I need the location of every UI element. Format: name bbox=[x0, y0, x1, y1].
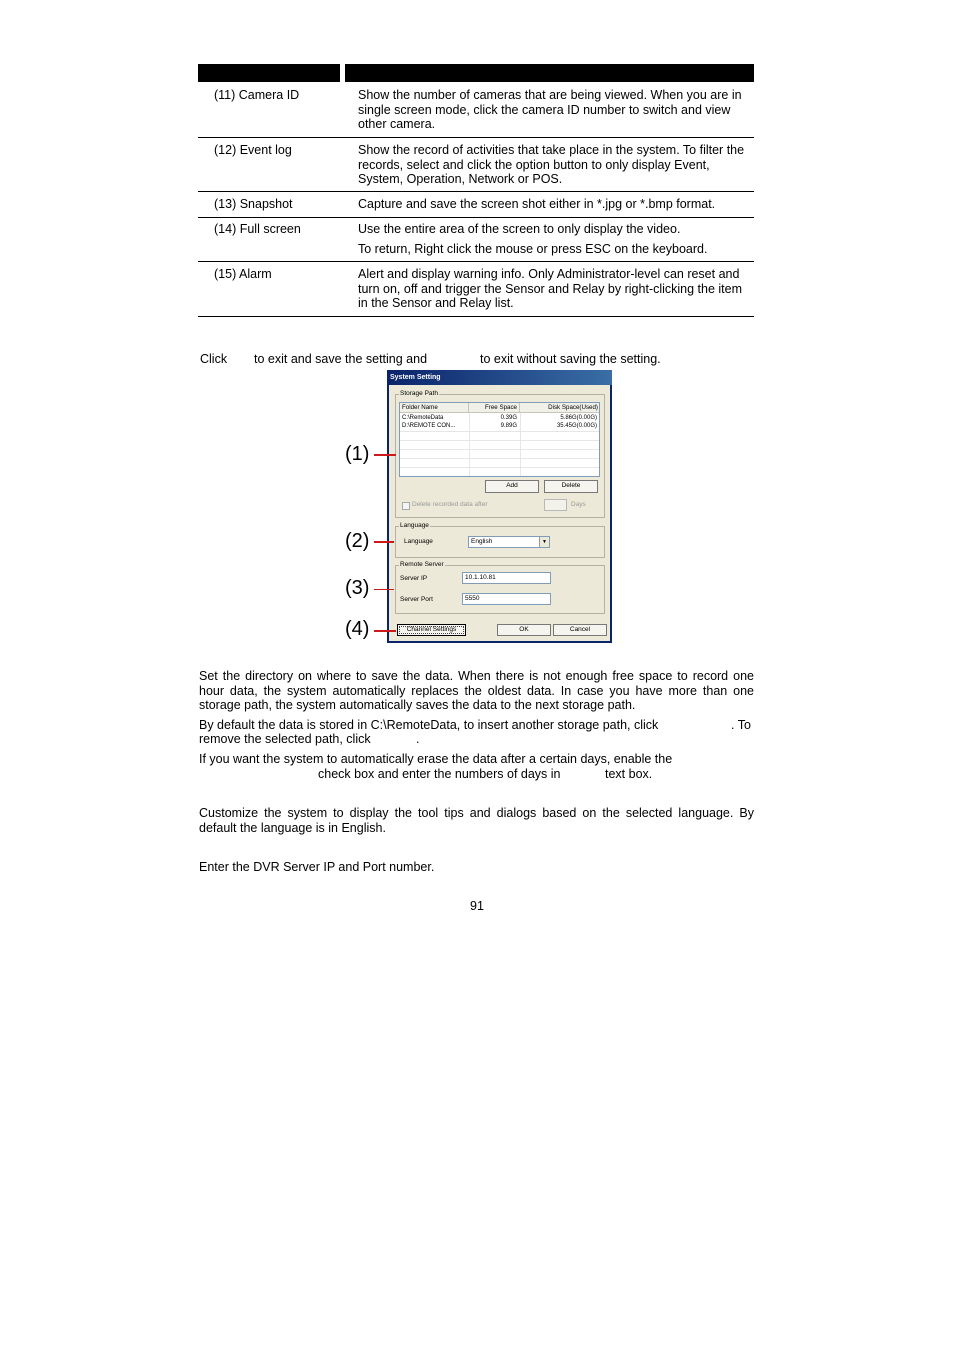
language-paragraph: Customize the system to display the tool tips and dialogs based on the selected language. By default the language is in English. bbox=[199, 806, 754, 835]
column-disk-space[interactable]: Disk Space(Used) bbox=[520, 403, 600, 413]
row-desc: Show the number of cameras that are being viewed. When you are in single screen mode, click the camera ID number to switch and view other camera. bbox=[358, 88, 742, 131]
storage-paragraph-2a: By default the data is stored in C:\RemoteData, to insert another storage path, click bbox=[199, 718, 659, 732]
column-folder-name[interactable]: Folder Name bbox=[400, 403, 469, 413]
callout-line-2 bbox=[374, 541, 394, 543]
grid-line bbox=[400, 449, 600, 450]
table-row bbox=[198, 262, 754, 317]
table-header-col1 bbox=[198, 64, 340, 82]
row-desc: Use the entire area of the screen to only display the video. To return, Right click the mouse or press ESC on the keyboard. bbox=[358, 222, 708, 256]
row-desc: Capture and save the screen shot either in *.jpg or *.bmp format. bbox=[358, 197, 716, 211]
callout-2: (2) bbox=[345, 530, 370, 552]
storage-paragraph-3c: text box. bbox=[605, 767, 653, 781]
list-item: 5.86G(0.00G) bbox=[560, 415, 597, 421]
storage-path-list[interactable] bbox=[399, 402, 600, 477]
row-name: (14) Full screen bbox=[214, 222, 301, 236]
callout-1: (1) bbox=[345, 443, 370, 465]
row-desc: Show the record of activities that take place in the system. To filter the records, select and click the option button to only display Event, System, Operation, Network or POS. bbox=[358, 143, 745, 186]
table-row bbox=[198, 82, 754, 138]
table-row bbox=[198, 138, 754, 192]
list-item[interactable]: D:\REMOTE CON... bbox=[402, 423, 456, 429]
callout-line-1 bbox=[374, 454, 396, 456]
column-free-space[interactable]: Free Space bbox=[469, 403, 520, 413]
row-name: (12) Event log bbox=[214, 143, 292, 157]
remote-server-title: Remote Server bbox=[400, 561, 444, 568]
row-desc: Alert and display warning info. Only Administrator-level can reset and turn on, off and trigger the Sensor and Relay by right-clicking the item in the Sensor and Relay list. bbox=[358, 267, 743, 310]
server-port-input[interactable]: 5550 bbox=[462, 593, 551, 605]
dialog-body bbox=[389, 385, 610, 641]
remote-paragraph: Enter the DVR Server IP and Port number. bbox=[199, 860, 435, 874]
chevron-down-icon[interactable]: ▼ bbox=[539, 537, 549, 547]
ok-button[interactable]: OK bbox=[497, 624, 551, 636]
row-name: (13) Snapshot bbox=[214, 197, 293, 211]
storage-paragraph-3a: If you want the system to automatically erase the data after a certain days, enable the bbox=[199, 752, 673, 766]
delete-after-label: Delete recorded data after bbox=[412, 501, 488, 508]
instruction-exit-save: to exit and save the setting and bbox=[254, 352, 428, 366]
language-label: Language bbox=[404, 538, 433, 545]
instruction-exit-nosave: to exit without saving the setting. bbox=[480, 352, 661, 366]
add-button[interactable]: Add bbox=[485, 480, 539, 493]
cancel-button[interactable]: Cancel bbox=[553, 624, 607, 636]
row-name: (11) Camera ID bbox=[214, 88, 300, 102]
callout-4: (4) bbox=[345, 618, 370, 640]
language-select[interactable] bbox=[468, 536, 550, 548]
table-row bbox=[198, 192, 754, 218]
days-input[interactable] bbox=[544, 499, 567, 511]
grid-line bbox=[400, 431, 600, 432]
storage-paragraph-1: Set the directory on where to save the data. When there is not enough free space to record one hour data, the system automatically replaces the oldest data. In case you have more than one storage path, the system automatically saves the data to the next storage path. bbox=[199, 669, 754, 712]
storage-paragraph-2b: . To bbox=[731, 718, 751, 732]
row-name: (15) Alarm bbox=[214, 267, 272, 281]
server-port-label: Server Port bbox=[400, 596, 433, 603]
days-label: Days bbox=[571, 501, 586, 508]
callout-line-3 bbox=[374, 589, 394, 590]
callout-3: (3) bbox=[345, 577, 370, 599]
system-setting-dialog bbox=[387, 370, 612, 643]
page-number: 91 bbox=[470, 899, 484, 913]
dialog-title: System Setting bbox=[387, 370, 612, 385]
server-ip-label: Server IP bbox=[400, 575, 428, 582]
grid-line bbox=[400, 440, 600, 441]
delete-button[interactable]: Delete bbox=[544, 480, 598, 493]
storage-paragraph-2c: remove the selected path, click bbox=[199, 732, 371, 746]
table-header-col2 bbox=[345, 64, 754, 82]
grid-line bbox=[400, 467, 600, 468]
list-item: 0.39G bbox=[500, 415, 517, 421]
storage-paragraph-2d: . bbox=[416, 732, 420, 746]
delete-after-checkbox[interactable] bbox=[402, 502, 410, 510]
server-ip-input[interactable]: 10.1.10.81 bbox=[462, 572, 551, 584]
grid-line bbox=[400, 458, 600, 459]
instruction-click: Click bbox=[200, 352, 228, 366]
callout-line-4 bbox=[374, 630, 396, 632]
language-group-title: Language bbox=[400, 522, 429, 529]
channel-settings-button[interactable]: Channel Settings bbox=[397, 624, 466, 636]
table-row bbox=[198, 218, 754, 262]
list-item: 35.45G(0.00G) bbox=[556, 423, 597, 429]
storage-path-title: Storage Path bbox=[400, 390, 438, 397]
storage-paragraph-3b: check box and enter the numbers of days in bbox=[318, 767, 561, 781]
language-selected-value: English bbox=[471, 538, 493, 545]
list-item: 9.89G bbox=[500, 423, 517, 429]
list-item[interactable]: C:\RemoteData bbox=[402, 415, 444, 421]
